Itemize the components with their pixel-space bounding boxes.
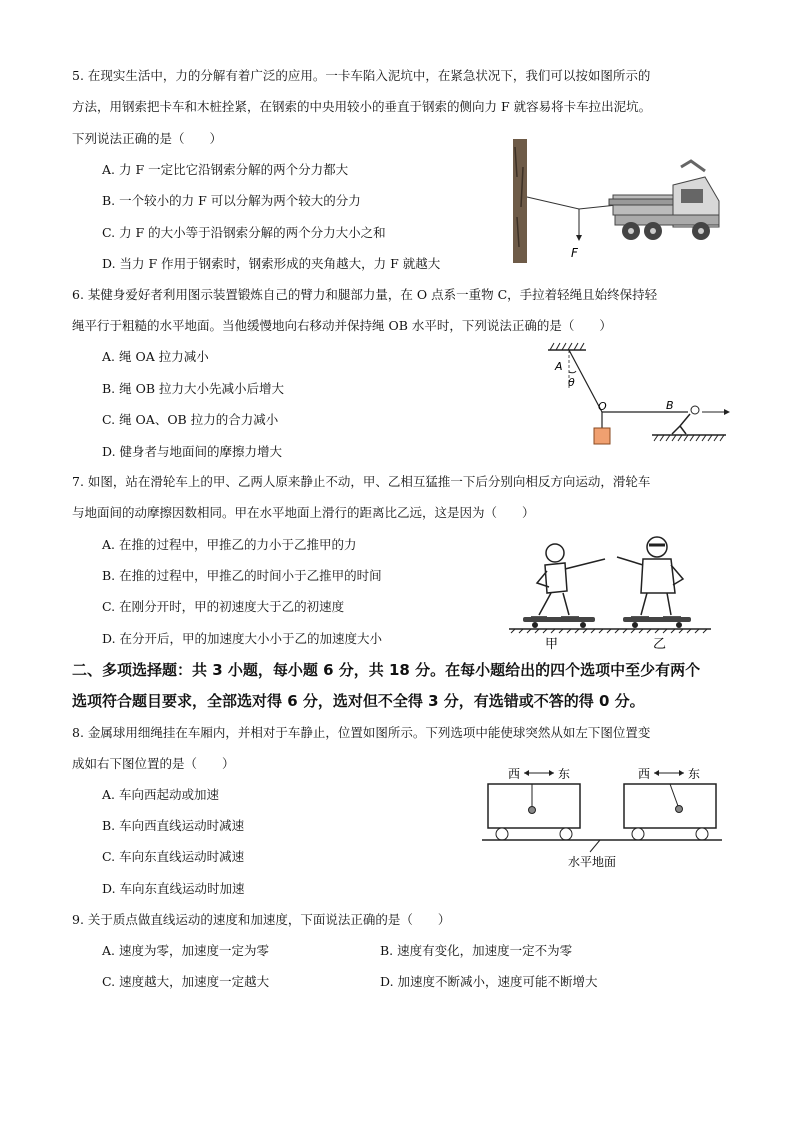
- section2-heading-line-2: 选项符合题目要求，全部选对得 6 分，选对但不全得 3 分，有选错或不答的得 0 分。: [72, 692, 645, 710]
- q7-option-a[interactable]: A. 在推的过程中，甲推乙的力小于乙推甲的力: [102, 537, 357, 552]
- section2-heading-line-1: 二、多项选择题：共 3 小题，每小题 6 分，共 18 分。在每小题给出的四个选项中至少有两个: [72, 661, 701, 679]
- q5-option-d[interactable]: D. 当力 F 作用于钢索时，钢索形成的夹角越大，力 F 就越大: [102, 256, 441, 271]
- q9-option-b[interactable]: B. 速度有变化，加速度一定不为零: [380, 943, 573, 958]
- force-label: F: [571, 246, 578, 260]
- q6-stem-line-2: 绳平行于粗糙的水平地面。当他缓慢地向右移动并保持绳 OB 水平时，下列说法正确的是（ ）: [72, 318, 612, 333]
- label-yi: 乙: [653, 637, 667, 652]
- q9-stem: 9. 关于质点做直线运动的速度和加速度，下面说法正确的是（ ）: [72, 912, 451, 927]
- person-jia-icon: [531, 544, 605, 617]
- right-ball: [676, 806, 683, 813]
- q7-option-d[interactable]: D. 在分开后，甲的加速度大小小于乙的加速度大小: [102, 631, 383, 646]
- left-east-label: 东: [558, 767, 571, 781]
- q8-option-c[interactable]: C. 车向东直线运动时减速: [102, 849, 245, 864]
- q5-truck-figure: [505, 137, 730, 267]
- q9-option-a[interactable]: A. 速度为零，加速度一定为零: [102, 943, 269, 958]
- right-cart-body: [624, 784, 716, 828]
- weight-c: [594, 428, 610, 444]
- q5-option-a[interactable]: A. 力 F 一定比它沿钢索分解的两个分力都大: [102, 162, 349, 177]
- label-theta: θ: [568, 376, 575, 389]
- q9-option-d[interactable]: D. 加速度不断减小，速度可能不断增大: [380, 974, 598, 989]
- q6-option-d[interactable]: D. 健身者与地面间的摩擦力增大: [102, 444, 283, 459]
- q6-stem-line-1: 6. 某健身爱好者利用图示装置锻炼自己的臂力和腿部力量，在 O 点系一重物 C，手拉着轻绳且始终保持轻: [72, 287, 658, 302]
- q5-stem-line-1: 5. 在现实生活中，力的分解有着广泛的应用。一卡车陷入泥坑中，在紧急状况下，我们可以按如图所示的: [72, 68, 651, 83]
- q5-stem-line-3: 下列说法正确的是（ ）: [72, 131, 223, 146]
- left-west-label: 西: [508, 767, 521, 781]
- q5-option-c[interactable]: C. 力 F 的大小等于沿钢索分解的两个分力大小之和: [102, 225, 386, 240]
- q8-option-a[interactable]: A. 车向西起动或加速: [102, 787, 219, 802]
- q5-option-b[interactable]: B. 一个较小的力 F 可以分解为两个较大的分力: [102, 193, 361, 208]
- q7-stem-line-2: 与地面间的动摩擦因数相同。甲在水平地面上滑行的距离比乙远，这是因为（ ）: [72, 505, 535, 520]
- east-arrow-icon: [549, 770, 554, 776]
- truck-icon: [609, 161, 719, 240]
- skateboard-yi: [623, 617, 691, 622]
- label-o: O: [598, 400, 607, 413]
- ground-label: 水平地面: [568, 855, 617, 869]
- person-icon: [672, 406, 699, 434]
- label-b: B: [666, 399, 674, 412]
- person-yi-icon: [617, 537, 683, 617]
- q8-option-b[interactable]: B. 车向西直线运动时减速: [102, 818, 245, 833]
- label-a: A: [555, 360, 563, 373]
- right-east-label: 东: [688, 767, 701, 781]
- q5-stem-line-2: 方法，用钢索把卡车和木桩拴紧，在钢索的中央用较小的垂直于钢索的侧向力 F 就容易将卡车拉出泥坑。: [72, 99, 652, 114]
- q8-cart-figure: [480, 758, 725, 873]
- q6-option-a[interactable]: A. 绳 OA 拉力减小: [102, 349, 209, 364]
- left-cart-body: [488, 784, 580, 828]
- q8-stem-line-2: 成如右下图位置的是（ ）: [72, 756, 235, 771]
- q8-option-d[interactable]: D. 车向东直线运动时加速: [102, 881, 245, 896]
- q7-skaters-figure: [505, 523, 715, 653]
- arrow-right-icon: [724, 409, 730, 415]
- q6-option-b[interactable]: B. 绳 OB 拉力大小先减小后增大: [102, 381, 285, 396]
- right-west-label: 西: [638, 767, 651, 781]
- q7-option-b[interactable]: B. 在推的过程中，甲推乙的时间小于乙推甲的时间: [102, 568, 382, 583]
- q9-option-c[interactable]: C. 速度越大，加速度一定越大: [102, 974, 270, 989]
- q7-stem-line-1: 7. 如图，站在滑轮车上的甲、乙两人原来静止不动，甲、乙相互猛推一下后分别向相反方向运动，滑轮车: [72, 474, 651, 489]
- q7-option-c[interactable]: C. 在刚分开时，甲的初速度大于乙的初速度: [102, 599, 345, 614]
- west-arrow-icon: [524, 770, 529, 776]
- left-ball: [529, 807, 536, 814]
- skateboard-jia: [523, 617, 595, 622]
- q6-option-c[interactable]: C. 绳 OA、OB 拉力的合力减小: [102, 412, 279, 427]
- q6-pulley-figure: [540, 340, 735, 458]
- label-jia: 甲: [545, 637, 559, 652]
- q8-stem-line-1: 8. 金属球用细绳挂在车厢内，并相对于车静止，位置如图所示。下列选项中能使球突然从如左下图位置变: [72, 725, 651, 740]
